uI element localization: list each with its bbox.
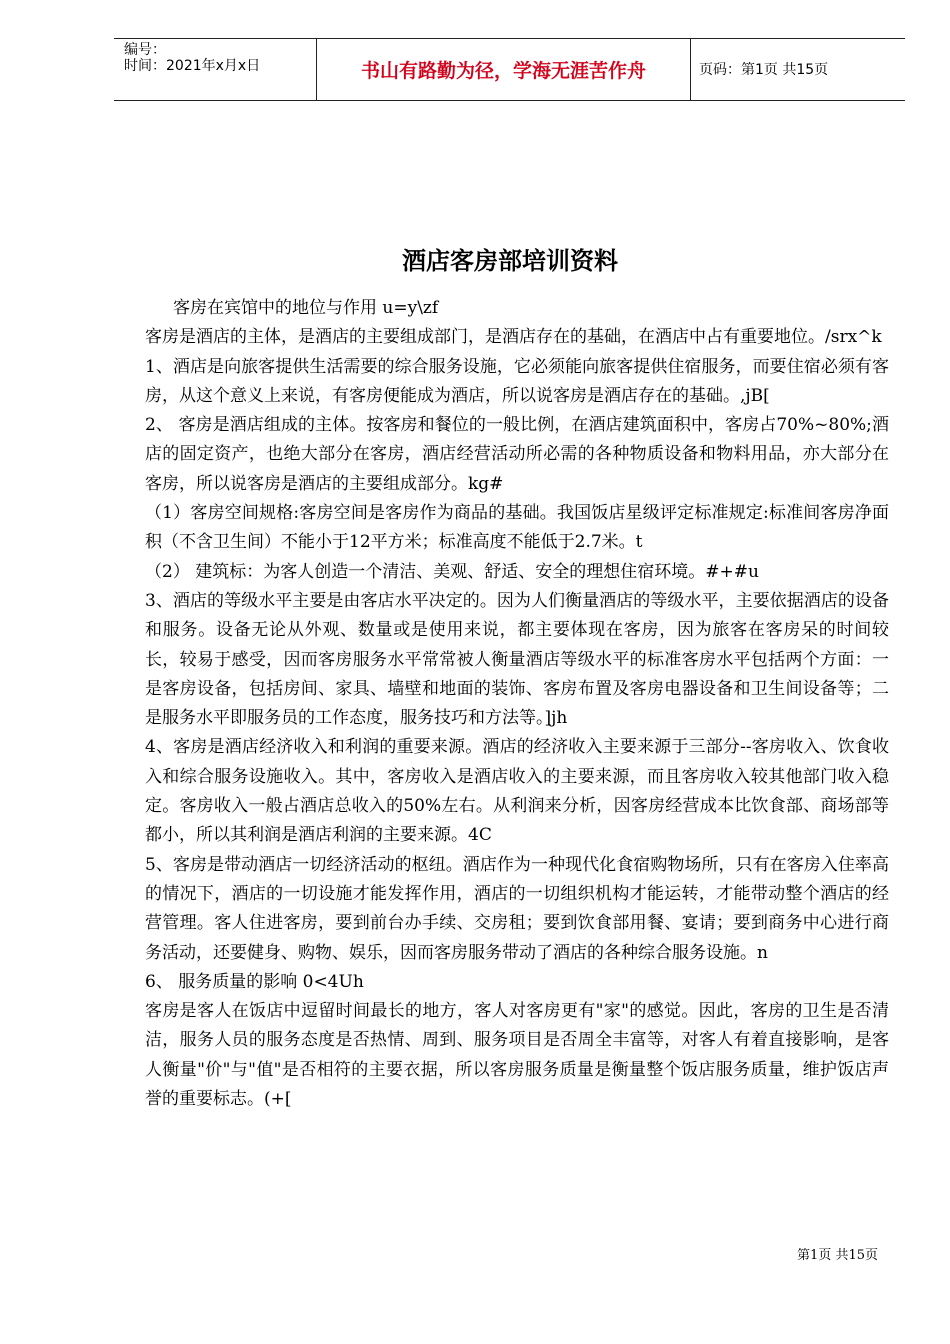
paragraph: 3、酒店的等级水平主要是由客店水平决定的。因为人们衡量酒店的等级水平，主要依据酒店的设备和服务。设备无论从外观、数量或是使用来说，都主要体现在客房，因为旅客在客房呆的时间较长，较易于感受，因而客房服务水平常常被人衡量酒店等级水平的标准客房水平包括两个方面：一是客房设备，包括房间、家具、墙壁和地面的装饰、客房布置及客房电器设备和卫生间设备等；二是服务水平即服务员的工作态度，服务技巧和方法等。]jh: [145, 590, 889, 729]
paragraph: 4、客房是酒店经济收入和利润的重要来源。酒店的经济收入主要来源于三部分--客房收入、饮食收入和综合服务设施收入。其中，客房收入是酒店收入的主要来源，而且客房收入较其他部门收入稳定。客房收入一般占酒店总收入的50%左右。从利润来分析，因客房经营成本比饮食部、商场部等都小，所以其利润是酒店利润的主要来源。4C: [145, 737, 889, 846]
header-meta: [124, 42, 260, 74]
number-label: 编号：: [124, 42, 166, 58]
document-title: 酒店客房部培训资料: [402, 246, 618, 275]
time-label: 时间：2021年x月x日: [124, 58, 261, 74]
paragraph: 5、客房是带动酒店一切经济活动的枢纽。酒店作为一种现代化食宿购物场所，只有在客房入住率高的情况下，酒店的一切设施才能发挥作用，酒店的一切组织机构才能运转，才能带动整个酒店的经营管理。客人住进客房，要到前台办手续、交房租；要到饮食部用餐、宴请；要到商务中心进行商务活动，还要健身、购物、娱乐，因而客房服务带动了酒店的各种综合服务设施。n: [145, 854, 889, 963]
paragraph: 2、 客房是酒店组成的主体。按客房和餐位的一般比例，在酒店建筑面积中，客房占70%~80%;酒店的固定资产，也绝大部分在客房，酒店经营活动所必需的各种物质设备和物料用品，亦大部分在客房，所以说客房是酒店的主要组成部分。kg#: [145, 415, 889, 494]
page-header: [114, 38, 905, 101]
paragraph: （2） 建筑标：为客人创造一个清洁、美观、舒适、安全的理想住宿环境。#+#u: [145, 561, 759, 582]
paragraph: （1）客房空间规格:客房空间是客房作为商品的基础。我国饭店星级评定标准规定:标准间客房净面积（不含卫生间）不能小于12平方米；标准高度不能低于2.7米。t: [145, 503, 889, 553]
header-page-info: 页码：第1页 共15页: [699, 62, 829, 78]
paragraph: 客房是客人在饭店中逗留时间最长的地方，客人对客房更有"家"的感觉。因此，客房的卫生是否清洁，服务人员的服务态度是否热情、周到、服务项目是否周全丰富等，对客人有着直接影响，是客人衡量"价"与"值"是否相符的主要衣据，所以客房服务质量是衡量整个饭店服务质量，维护饭店声誉的重要标志。(+[: [145, 1001, 889, 1110]
header-divider: [690, 39, 691, 100]
paragraph: 1、酒店是向旅客提供生活需要的综合服务设施，它必须能向旅客提供住宿服务，而要住宿必须有客房，从这个意义上来说，有客房便能成为酒店，所以说客房是酒店存在的基础。,jB[: [145, 356, 889, 406]
paragraph: 6、 服务质量的影响 0<4Uh: [145, 971, 364, 992]
paragraph: 客房在宾馆中的地位与作用 u=y\zf: [173, 298, 439, 318]
page-footer: 第1页 共15页: [797, 1248, 878, 1263]
document-body: [145, 294, 889, 1114]
header-motto: 书山有路勤为径，学海无涯苦作舟: [360, 60, 646, 82]
paragraph: 客房是酒店的主体，是酒店的主要组成部门，是酒店存在的基础，在酒店中占有重要地位。/srx^k: [145, 327, 882, 348]
